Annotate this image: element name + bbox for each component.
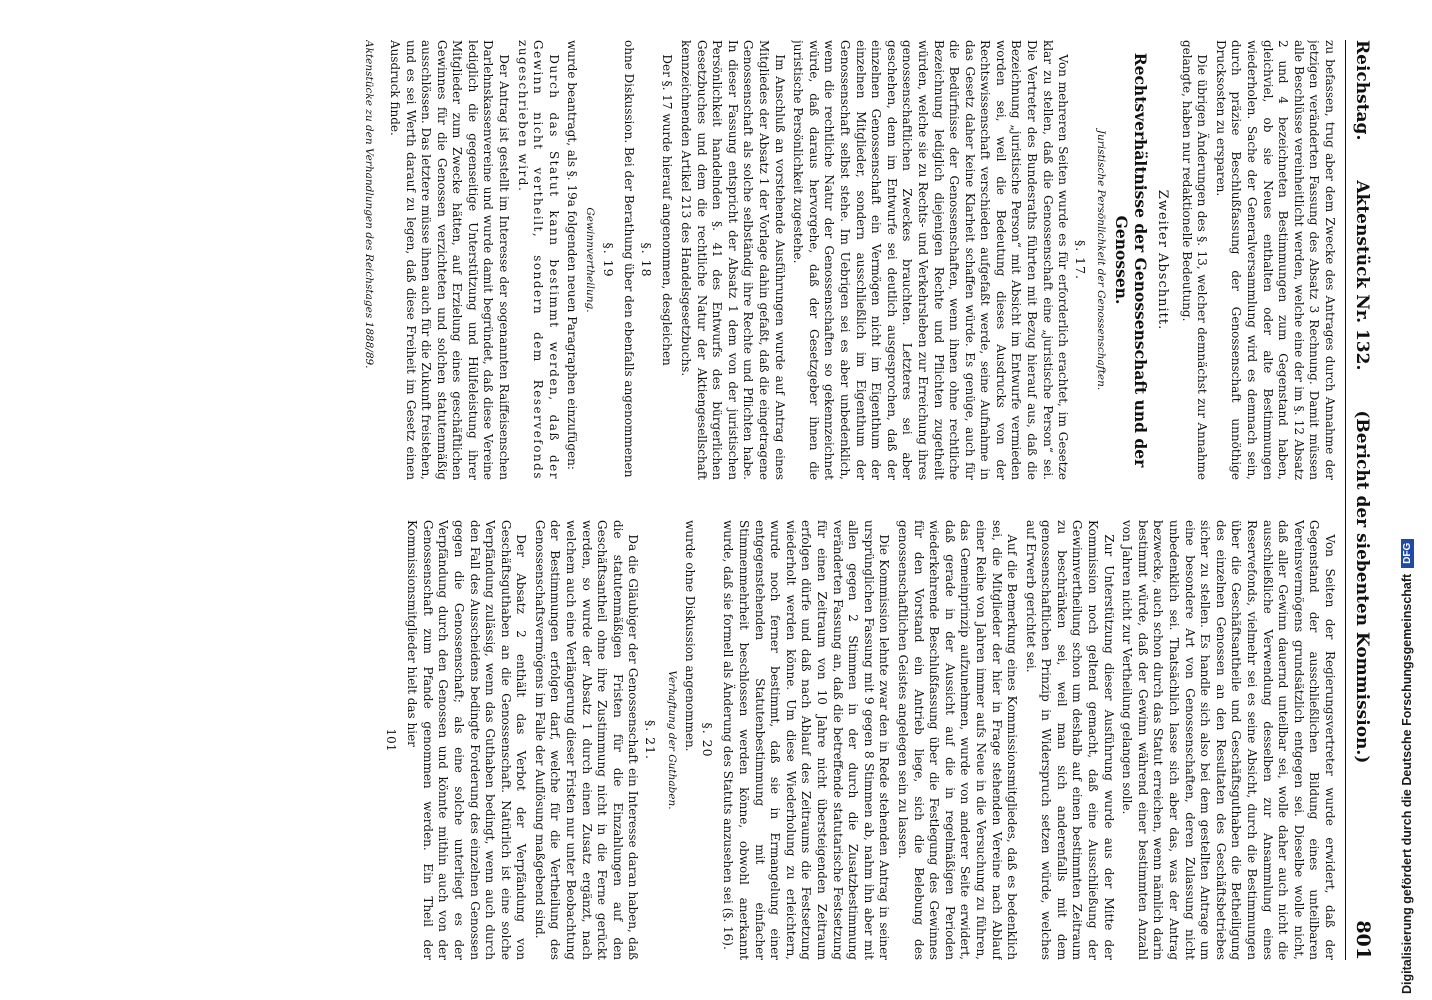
- right-paragraph-6: Da die Gläubiger der Genossenschaft ein Interesse daran haben, daß die statutenmäßigen Fristen für die Einzahlungen auf den Geschäftsantheil ohne ihre Zustimmung nicht in die Ferne gerückt werden, so wurde der Absatz 1 durch einen Zusatz ergänzt, nach welchem auch eine Verlängerung dieser Fristen nur unter Beobachtung der Bestimmungen erfolgen darf, welche für die Vertheilung des Genossenschaftsvermögens im Falle der Auflösung maßgebend sind.: [532, 520, 641, 960]
- left-column: [47, 40, 1337, 480]
- section-heading: Zweiter Abschnitt.: [1155, 189, 1171, 331]
- header-document-number: Aktenstück Nr. 132.: [1352, 180, 1372, 371]
- right-paragraph-1: Von Seiten der Regierungsvertreter wurde erwidert, daß der Gegenstand der ausschließlichen Bildung eines unteilbaren Vereinsvermögens grundsätzlich entgegen sei. Dieselbe wolle nicht, daß aller Gewinn dauernd unteilbar sei, wolle daher auch nicht die ausschließliche Verwendung desselben zur Ansammlung eines Reservefonds, vielmehr sei es seine Absicht, durch die Bestimmungen über die Geschäftsantheile und Geschäftsguthaben die Betheiligung des einzelnen Genossen an den Resultaten des Geschäftsbetriebes sicher zu stellen. Es handle sich also bei dem gestellten Antrage um eine besondere Art von Genossenschaften, deren Zulassung nicht unbedenklich sei. Thatsächlich lasse sich aber das, was der Antrag bezwecke, auch schon durch das Statut erreichen, wenn nämlich darin bestimmt würde, daß der Gewinn während einer bestimmten Anzahl von Jahren nicht zur Vertheilung gelangen solle.: [1120, 520, 1337, 960]
- digitization-note-text: Digitalisierung gefördert durch die Deutsche Forschungsgemeinschaft: [1400, 573, 1414, 994]
- left-paragraph-2: Die übrigen Änderungen des §. 13, welcher demnächst zur Annahme gelangte, haben nur redaktionelle Bedeutung.: [1179, 40, 1210, 480]
- paragraph-21-heading: §. 21.: [643, 719, 659, 761]
- running-head: [1345, 40, 1374, 960]
- left-paragraph-4: Im Anschluß an vorstehende Ausführungen wurde auf Antrag eines Mitgliedes der Absatz 1 der Vorlage dahin gefaßt, daß die eingetragene Genossenschaft als solche selbständig ihre Rechte und Pflichten habe. In dieser Fassung entspricht der Absatz 1 dem von der juristischen Persönlichkeit handelnden §. 41 des Entwurfs des bürgerlichen Gesetzbuches und dem die rechtliche Natur der Aktiengesellschaft kennzeichnenden Artikel 213 des Handelsgesetzbuchs.: [679, 40, 787, 480]
- digitization-note: [1400, 4, 1414, 994]
- header-reichstag: Reichstag.: [1352, 40, 1372, 141]
- subheading-gewinnvertheilung: Gewinnvertheilung.: [584, 207, 597, 313]
- sheet-number: 101: [383, 728, 398, 752]
- text-columns: [47, 40, 1337, 960]
- section-title: Rechtsverhältnisse der Genossenschaft und der Genossen.: [1112, 52, 1151, 468]
- right-paragraph-3: Auf die Bemerkung eines Kommissionsmitgliedes, daß es bedenklich sei, die Mitglieder der hier in Frage stehenden Vereine nach Ablauf einer Reihe von Jahren immer aufs Neue in die Versuchung zu führen, das Gemeinprinzip aufzunehmen, wurde von anderer Seite erwidert, daß gerade in der Aussicht auf die in regelmäßigen Perioden wiederkehrende Beschlußfassung über die Festlegung des Gewinnes für den Vorstand ein Antrieb liege, sich die Belebung des genossenschaftlichen Geistes angelegen sein zu lassen.: [895, 520, 1020, 960]
- right-paragraph-2: Zur Unterstützung dieser Ausführung wurde aus der Mitte der Kommission noch geltend gemacht, daß eine Ausschließung der Gewinnvertheilung schon um deshalb auf einen bestimmten Zeitraum zu beschränken sei, weil man sich anderenfalls mit dem genossenschaftlichen Prinzip in Widerspruch setzen würde, welches auf Erwerb gerichtet sei.: [1023, 520, 1116, 960]
- right-paragraph-7: Der Absatz 2 enthält das Verbot der Verpfändung von Geschäftsguthaben an die Genossenschaft. Natürlich ist eine solche Verpfändung zulässig, wenn das Guthaben bedingt, wenn auch durch den Fall des Ausscheidens bedingte Forderung des einzelnen Genossen gegen die Genossenschaft; als eine solche unterliegt es der Verpfändung durch den Genossen und könnte mithin auch von der Genossenschaft zum Pfande genommen werden. Ein Theil der Kommissionsmitglieder hielt das hier: [405, 520, 529, 960]
- paragraph-18-heading: §. 18: [638, 242, 654, 278]
- page-footer: Aktenstücke zu den Verhandlungen des Reichstages 1888/89.: [363, 40, 376, 369]
- paragraph-20-heading: §. 20: [699, 722, 715, 758]
- digitization-sidebar: [1392, 0, 1432, 1000]
- left-paragraph-1: zu befassen, trug aber dem Zwecke des Antrages durch Annahme der jetzigen veränderten Fassung des Absatz 3 Rechnung. Damit müssen alle Beschlüsse vereinheitlicht werden, welche eine der im §. 12 Absatz 2 und 4 bezeichneten Bestimmungen zum Gegenstand haben, gleichviel, ob sie Neues enthalten oder alte Bestimmungen wiederholen. Sache der Generalversammlung wird es demnach sein, durch präzise Beschlußfassung der Genossenschaft unnöthige Drucksosten zu ersparen.: [1213, 40, 1337, 480]
- right-column: [47, 520, 1337, 960]
- right-paragraph-4: Die Kommission lehnte zwar den in Rede stehenden Antrag in seiner ursprünglichen Fassung mit 9 gegen 8 Stimmen ab, nahm ihn aber mit allen gegen 2 Stimmen in der durch die Zusatzbestimmung veränderten Fassung an, daß die betreffende statutarische Festsetzung für einen Zeitraum von 10 Jahre nicht übersteigenden Zeitraum erfolgen dürfe und daß nach Ablauf des Zeitraums die Festsetzung wiederholt werden könne. Um diese Wiederholung zu erleichtern, wurde noch ferner bestimmt, daß sie in Ermangelung einer entgegenstehenden Statutenbestimmung mit einfacher Stimmenmehrheit beschlossen werden könne, obwohl anerkannt wurde, daß sie formell als Änderung des Statuts anzusehen sei (§. 16).: [721, 520, 892, 960]
- subheading-verhaftung: Verhaftung der Guthaben.: [665, 670, 678, 810]
- page-number: 801: [1352, 920, 1374, 960]
- paragraph-19-heading: §. 19: [600, 242, 616, 278]
- left-paragraph-8: Durch das Statut kann bestimmt werden, daß der Gewinn nicht vertheilt, sondern dem Reservefonds zugeschrieben wird.: [515, 40, 561, 480]
- left-paragraph-9: Der Antrag ist gestellt im Interesse der sogenannten Raiffeisenschen Darlehnskassenvereine und wurde damit begründet, daß diese Vereine lediglich die gegenseitige Unterstützung und Hülfeleistung ihrer Mitglieder zum Zwecke hätten, auf Erzielung eines geschäftlichen Gewinnes für die Genossen verzichteten und solchen statutenmäßig ausschlössen. Das letztere müsse ihnen auch für die Zukunft freistehen, und es sei Werth darauf zu legen, daß diese Freiheit im Gesetz einen Ausdruck finde.: [387, 40, 512, 480]
- page-content: [14, 40, 1374, 960]
- paragraph-17-heading: §. 17.: [1072, 239, 1088, 281]
- left-paragraph-5: Der §. 17 wurde hierauf angenommen, desgleichen: [660, 54, 675, 366]
- header-report-title: (Bericht der siebenten Kommission.): [1352, 410, 1372, 764]
- subheading-juristische-person: Juristische Persönlichkeit der Genossenschaften.: [1095, 129, 1108, 391]
- left-paragraph-6: ohne Diskussion. Bei der Berathung über den ebenfalls angenommenen: [622, 40, 637, 478]
- left-paragraph-3: Von mehreren Seiten wurde es für erforderlich erachtet, im Gesetze klar zu stellen, daß die Genossenschaft eine „juristische Person“ sei. Die Vertreter des Bundesraths führten mit Bezug hierauf aus, daß die Bezeichnung „juristische Person“ mit Absicht im Entwurfe vermieden worden sei, weil die Bedeutung dieses Ausdrucks von der Rechtswissenschaft verschieden aufgefaßt werde, seine Aufnahme in das Gesetz daher keine Klarheit schaffen würde. Es genüge, auch für die Bedürfnisse der Genossenschaften, wenn ihnen ohne rechtliche Bezeichnung lediglich diejenigen Rechte und Pflichten zugetheilt würden, welche sie zu Rechts- und Verkehrsleben zur Erreichung ihres genossenschaftlichen Zweckes brauchten. Letzteres sei aber geschehen, denn im Entwurfe sei deutlich ausgesprochen, daß der einzelnen Genossenschaft ein Vermögen nicht im Eigenthum der einzelnen Mitglieder, sondern ausschließlich im Eigenthum der Genossenschaft selbst stehe. Im Uebrigen sei es aber unbedenklich, wenn die rechtliche Natur der Genossenschaften so gekennzeichnet würde, daß daraus hervorgehe, daß der Gesetzgeber ihnen die juristische Persönlichkeit zugestehe.: [791, 40, 1071, 480]
- right-paragraph-5: wurde ohne Diskussion angenommen.: [683, 520, 698, 752]
- left-paragraph-7: wurde beantragt, als §. 19a folgenden neuen Paragraphen einzufügen:: [565, 40, 580, 470]
- dfg-logo: DFG: [1401, 539, 1414, 568]
